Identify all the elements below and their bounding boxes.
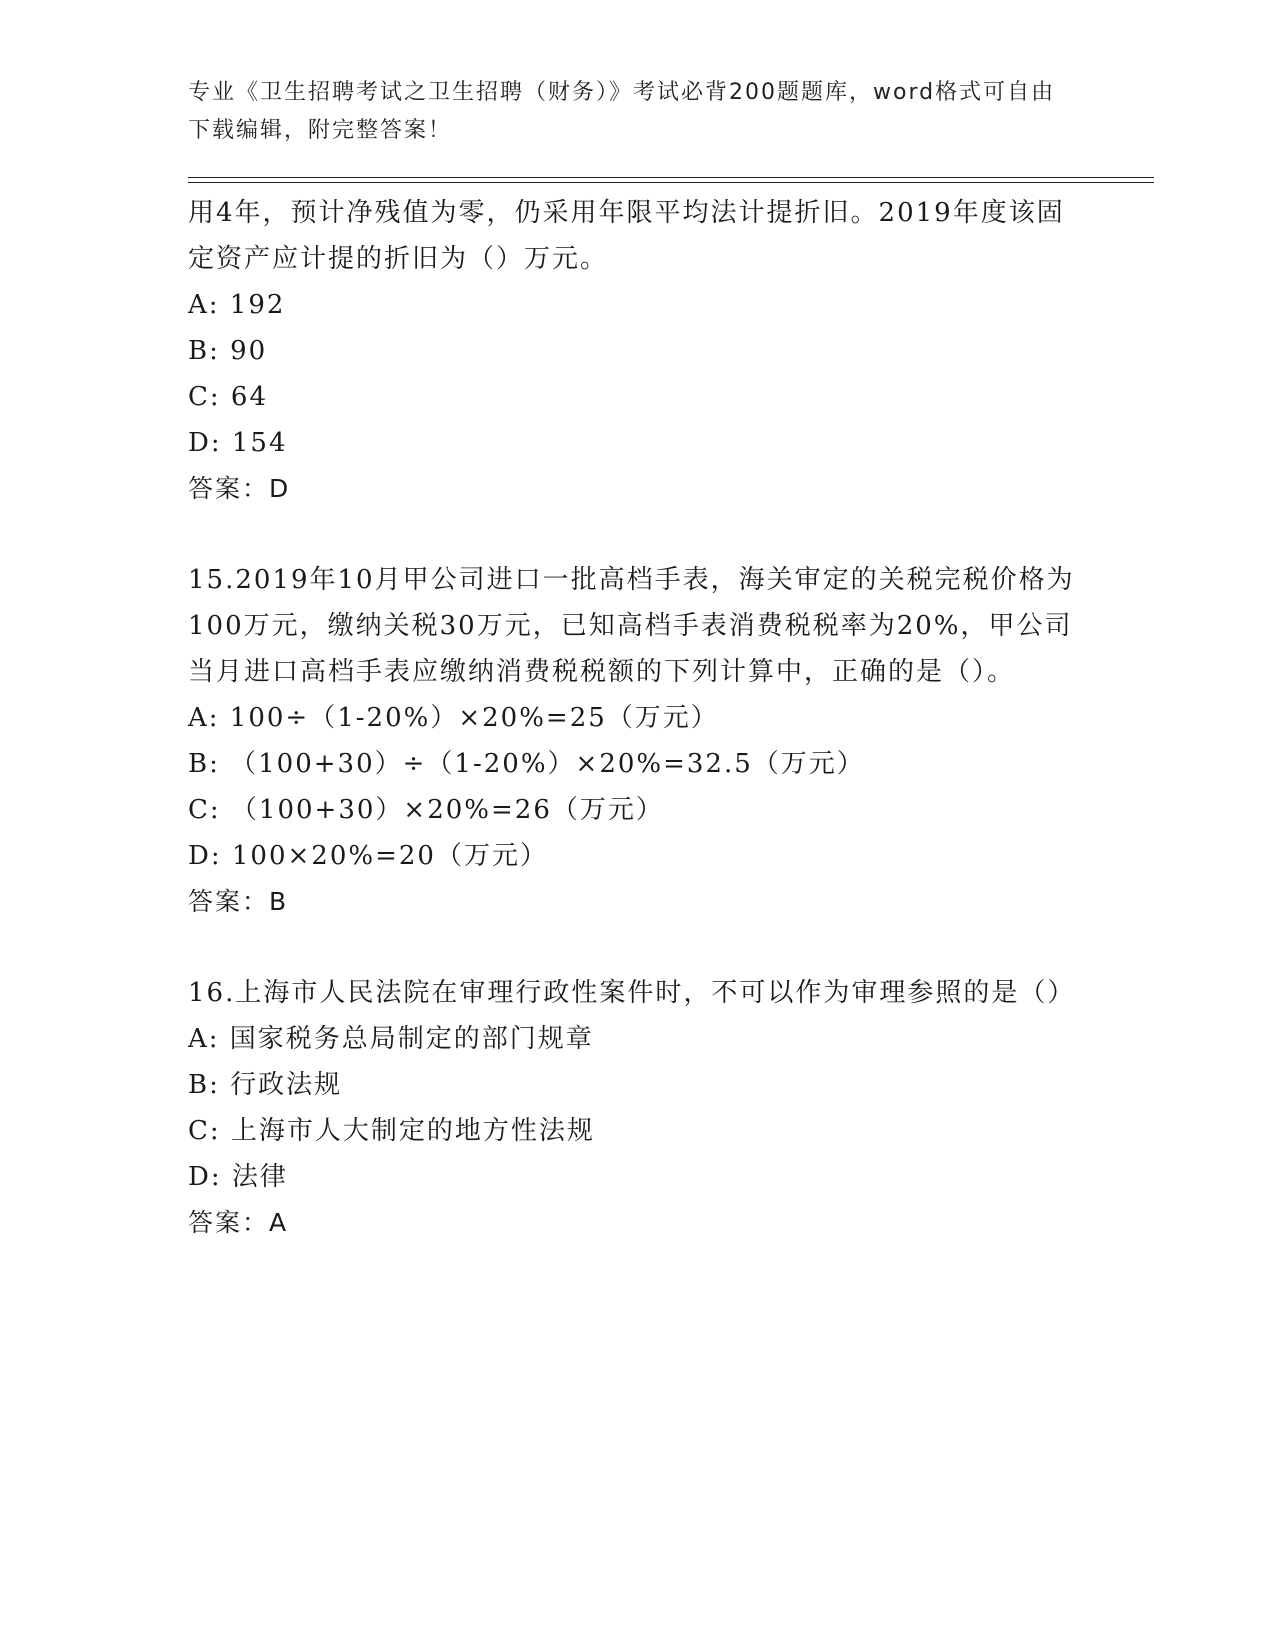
question-text: 用4年，预计净残值为零，仍采用年限平均法计提折旧。2019年度该固定资产应计提的折旧为（）万元。 [188, 198, 1065, 274]
question-text: 15.2019年10月甲公司进口一批高档手表，海关审定的关税完税价格为100万元，缴纳关税30万元，已知高档手表消费税税率为20%，甲公司当月进口高档手表应缴纳消费税税额的下列计算中，正确的是（）。 [188, 565, 1075, 687]
option-d: D: 法律 [188, 1162, 288, 1192]
option-a: A: 100÷（1-20%）×20%=25（万元） [188, 703, 719, 733]
option-b: B: 行政法规 [188, 1070, 343, 1100]
option-a: A: 国家税务总局制定的部门规章 [188, 1024, 594, 1054]
option-d: D: 154 [188, 428, 288, 458]
question-spacer [188, 925, 1078, 970]
question-14-continued [188, 190, 1078, 512]
header-divider-bottom [188, 182, 1154, 183]
question-16 [188, 970, 1078, 1246]
questions-body [188, 190, 1078, 1246]
answer-line: 答案：D [188, 474, 291, 503]
question-spacer [188, 512, 1078, 557]
option-c: C: 上海市人大制定的地方性法规 [188, 1116, 595, 1146]
page-header [188, 74, 1068, 150]
document-title: 专业《卫生招聘考试之卫生招聘（财务）》考试必背200题题库，word格式可自由下载编辑，附完整答案！ [188, 80, 1056, 143]
option-c: C: （100+30）×20%=26（万元） [188, 795, 664, 825]
option-b: B: 90 [188, 336, 268, 366]
option-d: D: 100×20%=20（万元） [188, 841, 548, 871]
question-text: 16.上海市人民法院在审理行政性案件时，不可以作为审理参照的是（） [188, 978, 1076, 1008]
option-a: A: 192 [188, 290, 286, 320]
answer-line: 答案：B [188, 887, 289, 916]
header-divider-top [188, 177, 1154, 178]
question-15 [188, 557, 1078, 925]
answer-line: 答案：A [188, 1208, 289, 1237]
option-c: C: 64 [188, 382, 269, 412]
option-b: B: （100+30）÷（1-20%）×20%=32.5（万元） [188, 749, 865, 779]
